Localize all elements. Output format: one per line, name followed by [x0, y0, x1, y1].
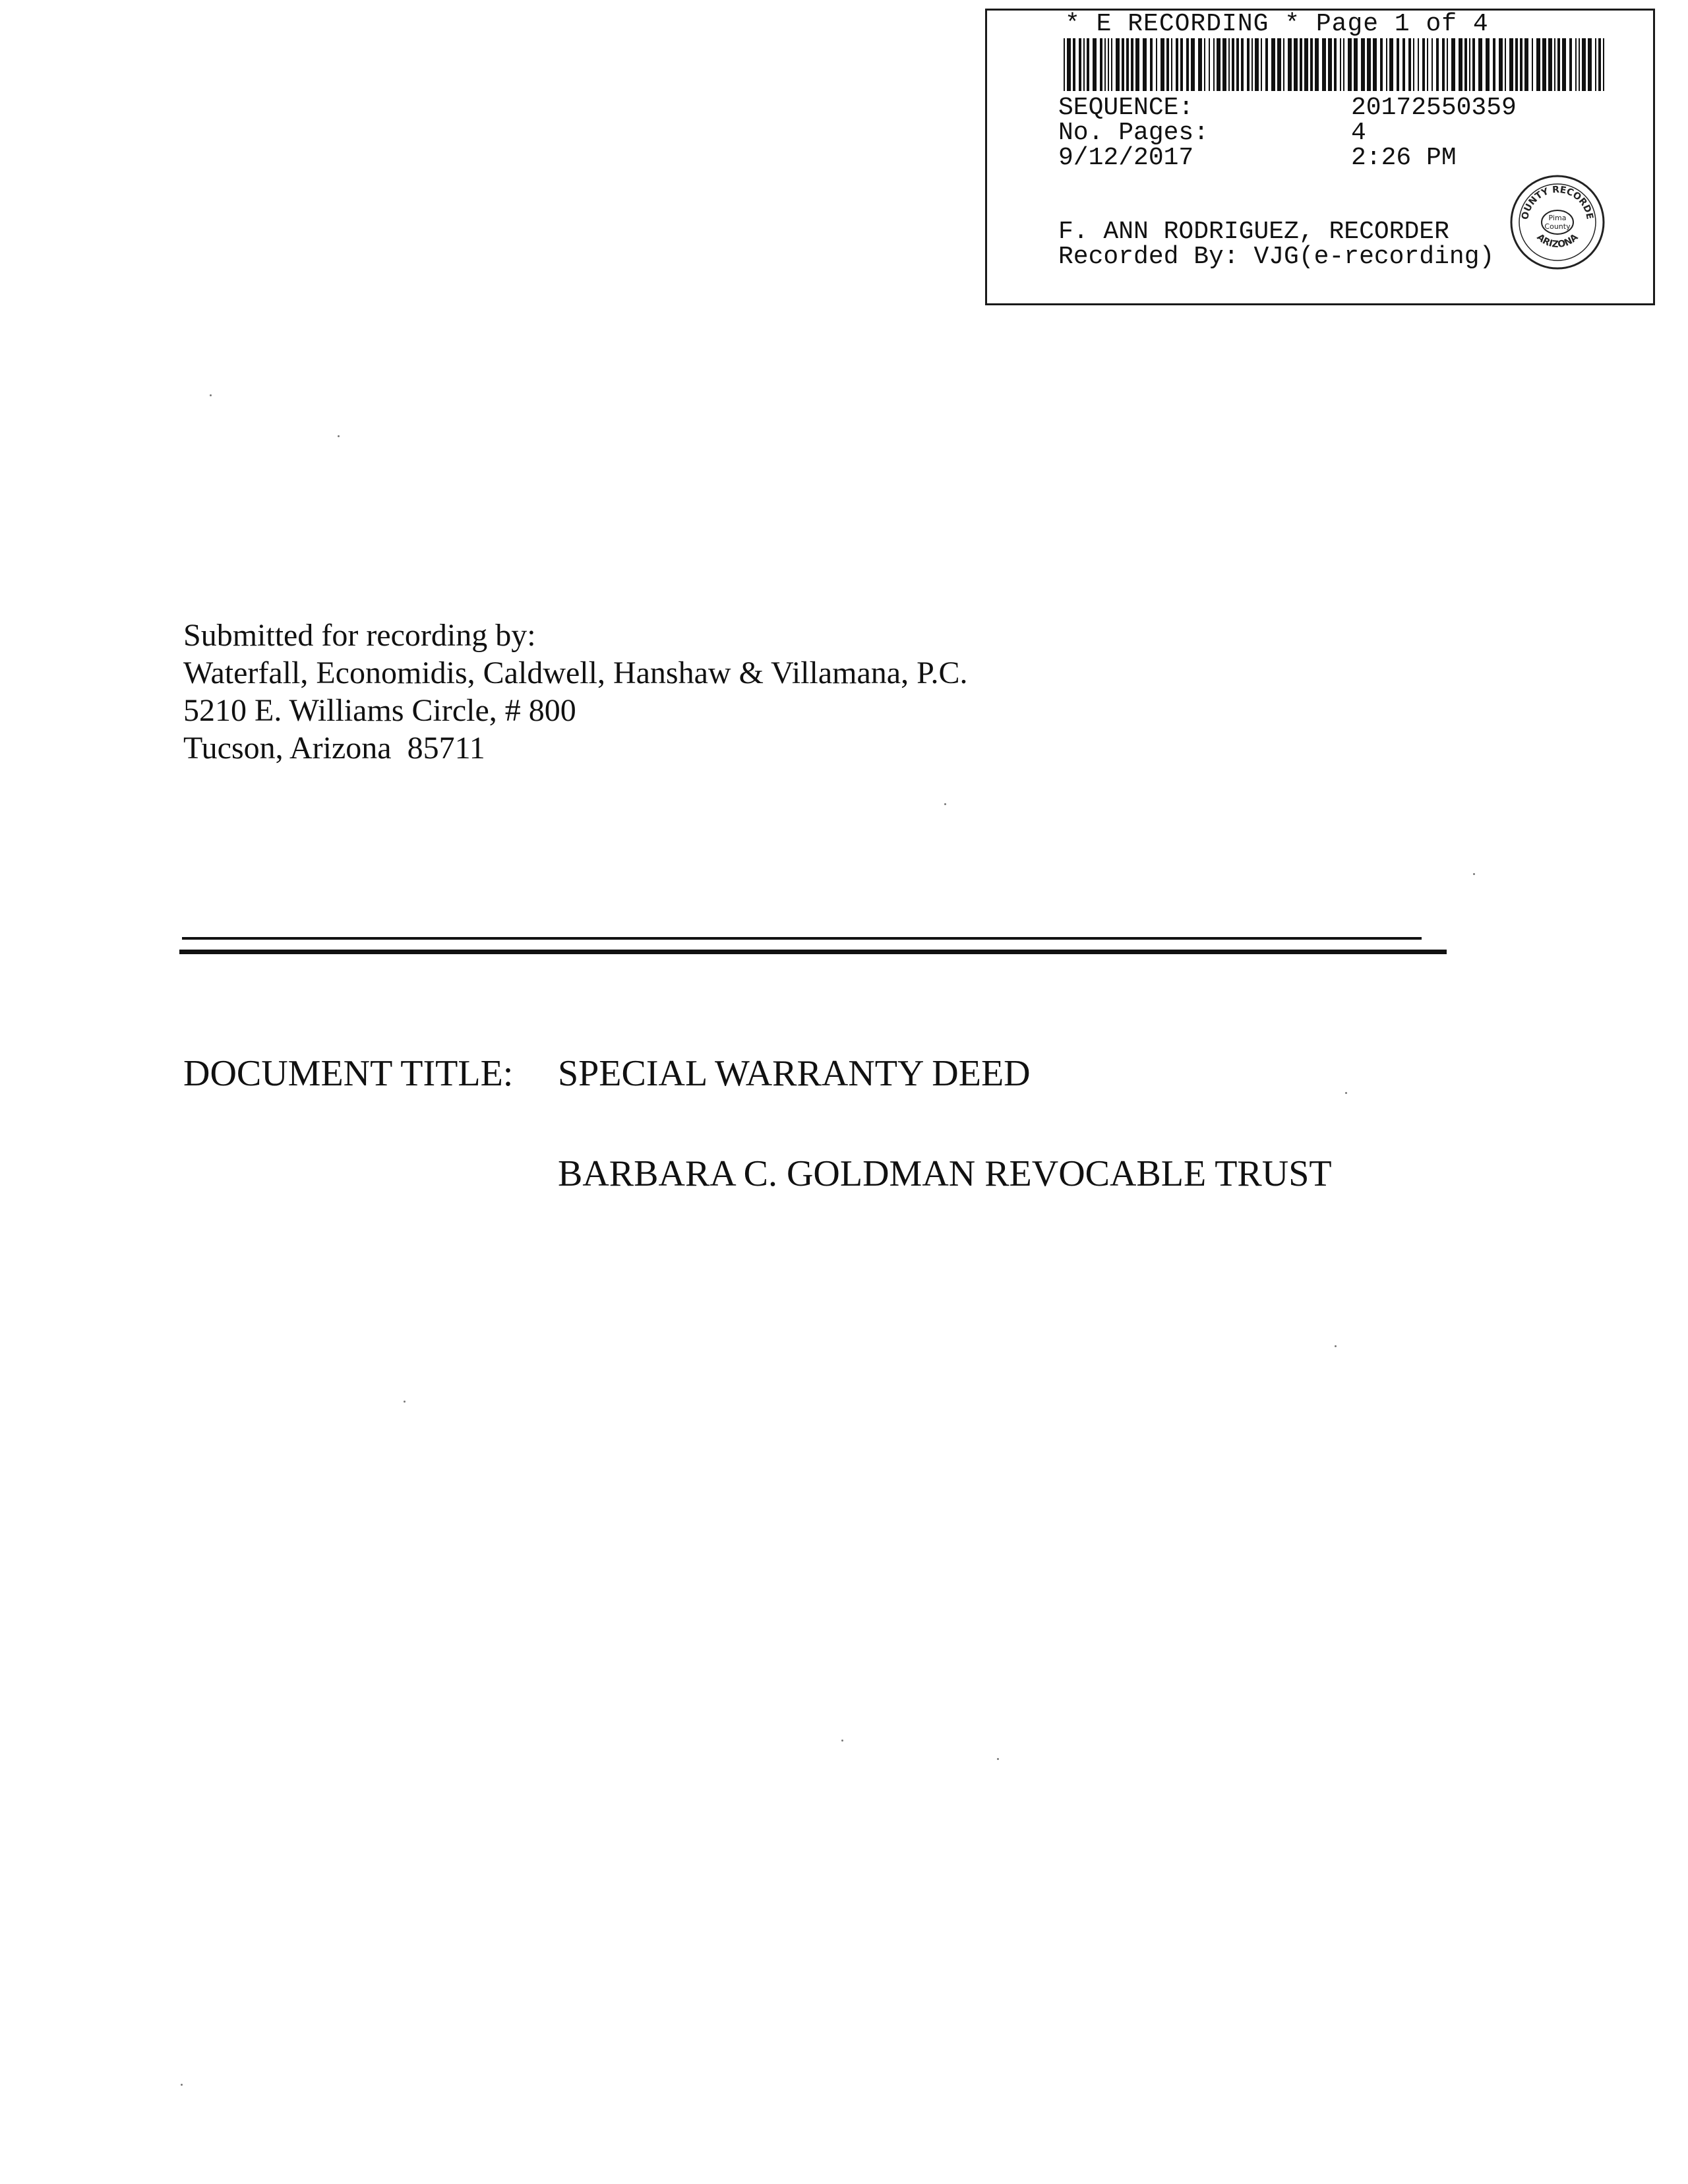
barcode-bar: [1131, 38, 1133, 91]
barcode-bar: [1579, 38, 1580, 91]
sequence-label: SEQUENCE:: [1058, 94, 1194, 122]
scan-speck: [1473, 873, 1475, 875]
scan-speck: [1345, 1092, 1347, 1094]
barcode-bar: [1397, 38, 1399, 91]
barcode-bar: [1515, 38, 1518, 91]
barcode-bar: [1478, 38, 1482, 91]
barcode-bar: [1073, 38, 1075, 91]
barcode-bar: [1464, 38, 1467, 91]
barcode-bar: [1135, 38, 1139, 91]
barcode-bar: [1087, 38, 1089, 91]
barcode-bar: [1505, 38, 1506, 91]
barcode-bar: [1459, 38, 1462, 91]
barcode-bar: [1408, 38, 1411, 91]
barcode-bar: [1191, 38, 1195, 91]
barcode-bar: [1373, 38, 1377, 91]
barcode-bar: [1469, 38, 1470, 91]
barcode-bar: [1171, 38, 1172, 91]
barcode-bar: [1603, 38, 1604, 91]
barcode-graphic: [1061, 38, 1610, 91]
barcode-bar: [1126, 38, 1129, 91]
barcode-bar: [1180, 38, 1183, 91]
barcode-bar: [1442, 38, 1445, 91]
barcode-bar: [1598, 38, 1601, 91]
barcode-bar: [1251, 38, 1253, 91]
record-date: 9/12/2017: [1058, 144, 1194, 172]
barcode-bar: [1315, 38, 1319, 91]
barcode-bar: [1413, 38, 1414, 91]
barcode-bar: [1520, 38, 1522, 91]
barcode-bar: [1422, 38, 1425, 91]
barcode-bar: [1122, 38, 1124, 91]
barcode-bar: [1532, 38, 1533, 91]
pages-value: 4: [1351, 119, 1366, 147]
barcode-bar: [1575, 38, 1577, 91]
seal-top-text: OUNTY RECORDE: [1519, 184, 1595, 221]
barcode-bar: [1283, 38, 1284, 91]
recorded-by: Recorded By: VJG(e-recording): [1058, 243, 1495, 271]
scan-speck: [1335, 1345, 1337, 1347]
barcode-bar: [1386, 38, 1387, 91]
barcode-bar: [1389, 38, 1393, 91]
barcode-bar: [1116, 38, 1120, 91]
scan-speck: [997, 1758, 999, 1760]
barcode-bar: [1542, 38, 1546, 91]
pages-label: No. Pages:: [1058, 119, 1209, 147]
barcode-bar: [1247, 38, 1250, 91]
barcode-bar: [1186, 38, 1189, 91]
barcode-bar: [1557, 38, 1560, 91]
county-recorder-seal-icon: [1508, 173, 1607, 272]
barcode-bar: [1204, 38, 1205, 91]
barcode-bar: [1524, 38, 1528, 91]
barcode-bar: [1198, 38, 1202, 91]
document-title-value: SPECIAL WARRANTY DEED: [558, 1053, 1031, 1094]
barcode-bar: [1150, 38, 1153, 91]
seal-center-text-2: County: [1544, 222, 1571, 231]
seal-bottom-text: ARIZONA: [1534, 231, 1581, 251]
barcode-bar: [1348, 38, 1352, 91]
barcode-bar: [1079, 38, 1081, 91]
barcode-bar: [1294, 38, 1298, 91]
scan-speck: [841, 1740, 843, 1742]
sequence-value: 20172550359: [1351, 94, 1517, 122]
barcode-bar: [1108, 38, 1109, 91]
barcode: [1061, 38, 1610, 91]
barcode-bar: [1228, 38, 1230, 91]
scan-speck: [210, 394, 212, 396]
stamp-header: * E RECORDING * Page 1 of 4: [1065, 10, 1489, 38]
recording-stamp: [985, 9, 1655, 305]
barcode-bar: [1548, 38, 1552, 91]
barcode-bar: [1241, 38, 1244, 91]
barcode-bar: [1156, 38, 1157, 91]
barcode-bar: [1288, 38, 1292, 91]
barcode-bar: [1232, 38, 1234, 91]
barcode-bar: [1300, 38, 1302, 91]
barcode-bar: [1104, 38, 1106, 91]
divider-thin: [182, 937, 1422, 940]
scan-speck: [338, 435, 340, 437]
barcode-bar: [1222, 38, 1226, 91]
barcode-bar: [1367, 38, 1371, 91]
barcode-bar: [1236, 38, 1239, 91]
barcode-bar: [1166, 38, 1169, 91]
firm-name: Waterfall, Economidis, Caldwell, Hanshaw & Villamana, P.C.: [183, 655, 968, 690]
firm-address-line-1: 5210 E. Williams Circle, # 800: [183, 693, 576, 728]
barcode-bar: [1361, 38, 1365, 91]
barcode-bar: [1509, 38, 1513, 91]
barcode-bar: [1111, 38, 1112, 91]
barcode-bar: [1093, 38, 1097, 91]
barcode-bar: [1160, 38, 1164, 91]
barcode-bar: [1176, 38, 1178, 91]
barcode-bar: [1328, 38, 1332, 91]
barcode-bar: [1271, 38, 1275, 91]
record-time: 2:26 PM: [1351, 144, 1457, 172]
barcode-bar: [1083, 38, 1085, 91]
barcode-bar: [1310, 38, 1313, 91]
submitted-heading: Submitted for recording by:: [183, 618, 536, 653]
divider-thick: [179, 950, 1447, 954]
recorder-name: F. ANN RODRIGUEZ, RECORDER: [1058, 218, 1449, 246]
barcode-bar: [1436, 38, 1439, 91]
barcode-bar: [1277, 38, 1281, 91]
barcode-bar: [1354, 38, 1358, 91]
firm-address-line-2: Tucson, Arizona 85711: [183, 731, 485, 766]
seal-center-text-1: Pima: [1548, 214, 1567, 222]
barcode-bar: [1493, 38, 1495, 91]
barcode-bar: [1322, 38, 1326, 91]
barcode-bar: [1209, 38, 1210, 91]
barcode-bar: [1213, 38, 1215, 91]
barcode-bar: [1536, 38, 1540, 91]
submitted-by-block: [183, 617, 967, 767]
scan-speck: [404, 1401, 406, 1403]
barcode-bar: [1582, 38, 1586, 91]
barcode-bar: [1588, 38, 1592, 91]
barcode-bar: [1343, 38, 1344, 91]
barcode-bar: [1143, 38, 1147, 91]
barcode-bar: [1595, 38, 1596, 91]
barcode-bar: [1067, 38, 1071, 91]
barcode-bar: [1554, 38, 1555, 91]
barcode-bar: [1261, 38, 1262, 91]
barcode-bar: [1265, 38, 1268, 91]
barcode-bar: [1402, 38, 1405, 91]
scan-speck: [181, 2084, 183, 2086]
barcode-bar: [1486, 38, 1490, 91]
barcode-bar: [1217, 38, 1221, 91]
barcode-bar: [1432, 38, 1433, 91]
barcode-bar: [1472, 38, 1475, 91]
barcode-bar: [1447, 38, 1448, 91]
barcode-bar: [1427, 38, 1428, 91]
barcode-bar: [1100, 38, 1102, 91]
barcode-bar: [1255, 38, 1259, 91]
barcode-bar: [1304, 38, 1308, 91]
barcode-bar: [1380, 38, 1383, 91]
barcode-bar: [1499, 38, 1503, 91]
scan-speck: [944, 803, 946, 805]
document-subtitle: BARBARA C. GOLDMAN REVOCABLE TRUST: [558, 1153, 1332, 1194]
document-title-label: DOCUMENT TITLE:: [183, 1053, 514, 1094]
barcode-bar: [1418, 38, 1419, 91]
barcode-bar: [1569, 38, 1572, 91]
barcode-bar: [1064, 38, 1065, 91]
barcode-bar: [1562, 38, 1566, 91]
barcode-bar: [1334, 38, 1337, 91]
barcode-bar: [1451, 38, 1455, 91]
barcode-bar: [1340, 38, 1341, 91]
